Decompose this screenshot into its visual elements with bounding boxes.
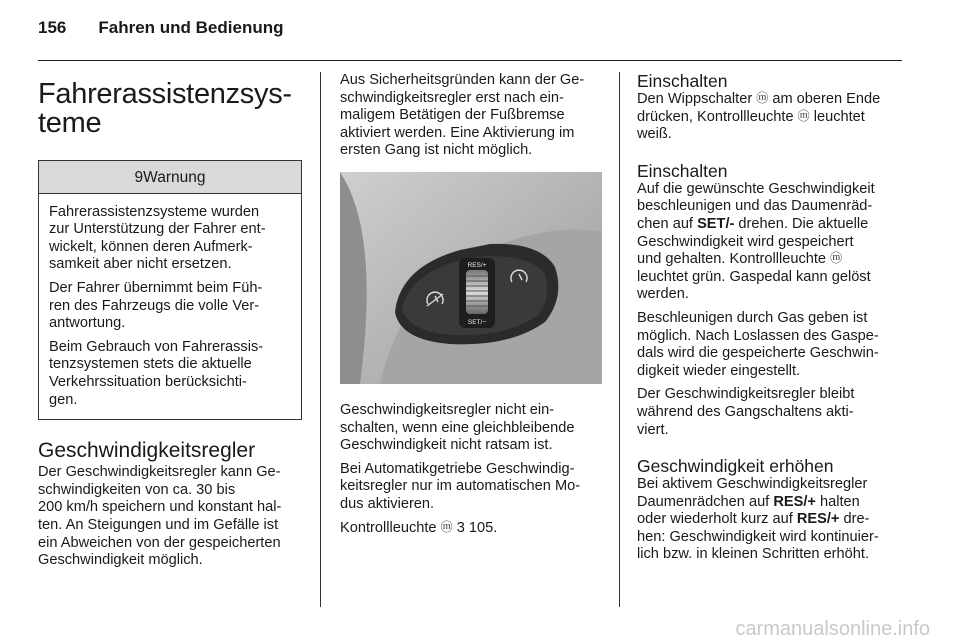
cross-reference-arrow-icon: 3 xyxy=(456,519,465,536)
paragraph: Geschwindigkeitsregler nicht ein- schalten, wenn eine gleichbleibende Geschwindigkeit nicht ratsam ist. xyxy=(340,401,575,454)
section-heading: Geschwindigkeitsregler xyxy=(38,439,256,463)
cruise-control-lamp-icon: ⓜ xyxy=(440,519,453,534)
page-number: 156 xyxy=(38,18,67,37)
subheading: Einschalten xyxy=(637,71,728,91)
paragraph: Den Wippschalter ⓜ am oberen Ende drücken, Kontrollleuchte ⓜ leuchtet weiß. xyxy=(637,91,881,143)
cruise-control-lamp-icon: ⓜ xyxy=(830,251,843,266)
paragraph: Auf die gewünschte Geschwindigkeit beschleunigen und das Daumenräd- chen auf SET/- drehen. Die aktuelle Geschwindigkeit wird gespeichert und gehalten. Kontrollleuchte ⓜ leuchtet grün. Gaspedal kann gelöst werden. xyxy=(637,180,875,303)
column-middle xyxy=(340,72,602,543)
subheading: Geschwindigkeit erhöhen xyxy=(637,456,834,477)
warning-paragraph: Fahrerassistenzsysteme wurden zur Unterstützung der Fahrer ent- wickelt, können deren Aufmerk- samkeit aber nicht ersetzen. xyxy=(49,203,266,273)
paragraph: Der Geschwindigkeitsregler bleibt während des Gangschaltens akti- viert. xyxy=(637,386,855,438)
cruise-control-lamp-icon: ⓜ xyxy=(756,91,769,105)
steering-wheel-illustration xyxy=(340,172,602,384)
warning-box xyxy=(38,160,302,420)
paragraph: Aus Sicherheitsgründen kann der Ge- schwindigkeitsregler erst nach ein- maligem Betätigen der Fußbremse aktiviert werden. Eine Aktivierung im ersten Gang ist nicht möglich. xyxy=(340,72,585,159)
column-left xyxy=(38,72,302,576)
header-rule xyxy=(38,60,902,61)
set-label: SET/− xyxy=(467,318,487,326)
paragraph: Bei Automatikgetriebe Geschwindig- keitsregler nur im automatischen Mo- dus aktivieren. xyxy=(340,460,581,512)
warning-paragraph: Der Fahrer übernimmt beim Füh- ren des Fahrzeugs die volle Ver- antwortung. xyxy=(49,279,263,332)
warning-title: Warnung xyxy=(143,169,206,186)
watermark: carmanualsonline.info xyxy=(735,618,930,640)
column-divider xyxy=(320,72,321,607)
cruise-control-lamp-icon: ⓜ xyxy=(797,108,810,123)
column-divider xyxy=(619,72,620,607)
warning-paragraph: Beim Gebrauch von Fahrerassis- tenzsystemen stets die aktuelle Verkehrssituation berücksichti- gen. xyxy=(49,338,264,408)
page-header xyxy=(38,18,283,38)
paragraph: Beschleunigen durch Gas geben ist möglich. Nach Loslassen des Gaspe- dals wird die gespeicherte Geschwin- digkeit wieder eingestellt. xyxy=(637,309,879,379)
column-right xyxy=(637,72,905,570)
paragraph: Kontrollleuchte ⓜ 3 105. xyxy=(340,519,498,536)
main-heading: Fahrerassistenzsys- teme xyxy=(38,78,292,139)
paragraph: Bei aktivem Geschwindigkeitsregler Daumenrädchen auf RES/+ halten oder wiederholt kurz auf RES/+ dre- hen: Geschwindigkeit wird kontinuier- lich bzw. in kleinen Schritten erhöht. xyxy=(637,476,879,563)
section-paragraph: Der Geschwindigkeitsregler kann Ge- schwindigkeiten von ca. 30 bis 200 km/h speichern und konstant hal- ten. An Steigungen und im Gefälle ist ein Abweichen von der gespeicherten Geschwindigkeit möglich. xyxy=(38,464,282,569)
page-reference[interactable]: 105. xyxy=(468,519,498,536)
chapter-title: Fahren und Bedienung xyxy=(98,18,284,37)
res-label: RES/+ xyxy=(467,261,487,269)
subheading: Einschalten xyxy=(637,160,728,181)
warning-icon: 9 xyxy=(134,169,144,186)
warning-header xyxy=(39,161,301,194)
